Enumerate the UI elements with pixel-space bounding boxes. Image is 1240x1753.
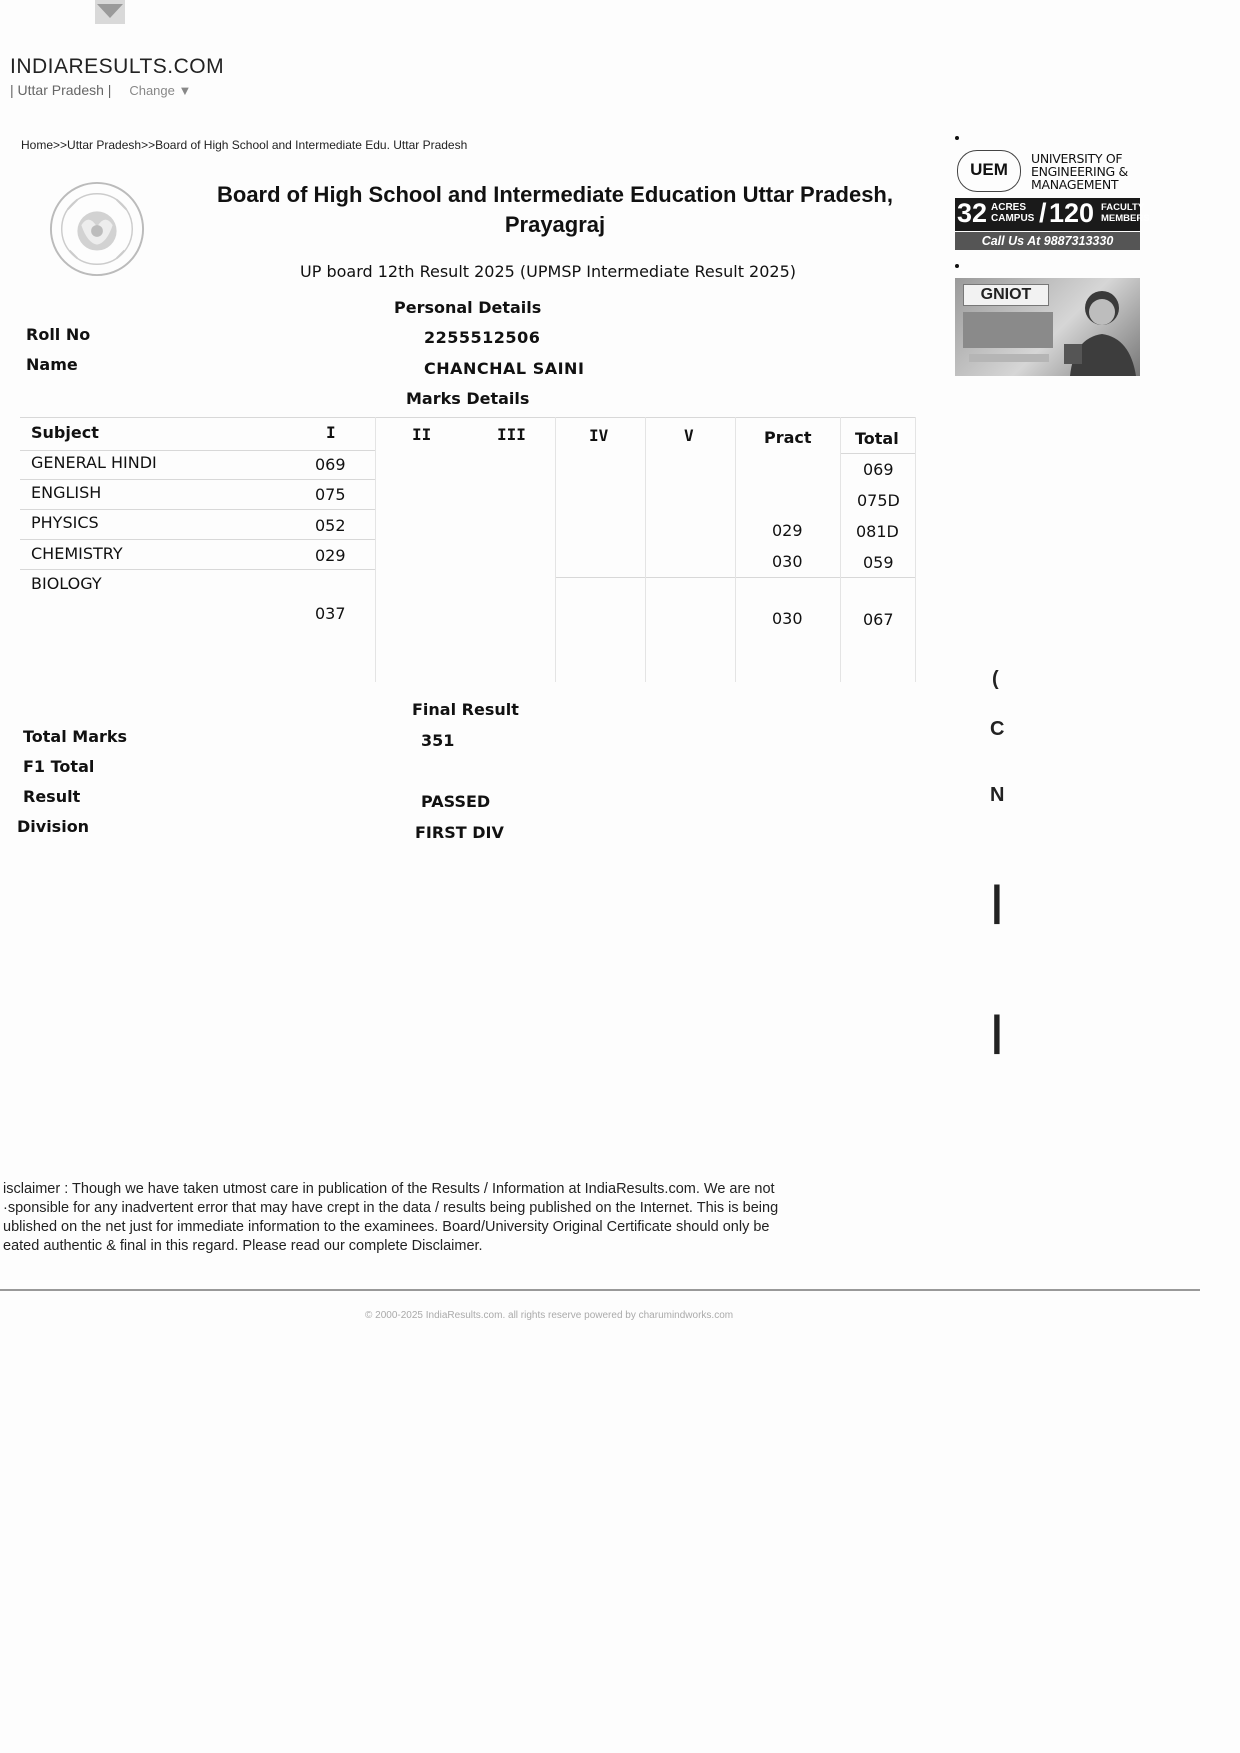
edge-glyph: N [990,784,1005,806]
footer-divider [0,1289,1200,1291]
column-header-ii: II [412,425,432,444]
roll-no-value: 2255512506 [424,328,541,347]
table-border [20,417,915,418]
breadcrumb-home[interactable]: Home [21,138,54,152]
state-separator: | [107,82,112,98]
theory-marks: 052 [315,516,346,535]
marks-table [20,417,915,682]
state-prefix: | [10,82,14,98]
subject-name: PHYSICS [31,513,99,532]
total-marks-cell: 067 [863,610,894,629]
table-row-divider [840,453,915,454]
gniot-admission-strip [969,354,1049,362]
uem-ad-banner[interactable] [955,148,1150,250]
breadcrumb-separator: >> [53,138,68,152]
total-marks-value: 351 [421,731,455,750]
total-marks-cell: 059 [863,553,894,572]
f1-total-label: F1 Total [23,757,95,776]
column-header-total: Total [855,429,899,448]
result-subtitle: UP board 12th Result 2025 (UPMSP Intermediate Result 2025) [300,262,797,281]
breadcrumb-separator: >> [141,138,156,152]
edge-glyph: ( [992,668,999,690]
division-value: FIRST DIV [415,823,504,842]
disclaimer-text: isclaimer : Though we have taken utmost care in publication of the Results / Information at IndiaResults.com. We are not ·sponsible for any inadvertent error that may have crept in the data / results being published on the Internet. This is being ublished on the net just for immediate information to the examinees. Board/University Original Certificate should only be eated authentic & final in this regard. Please read our complete Disclaimer. [3,1181,779,1254]
table-row-divider [20,539,375,540]
uem-slash: / [1039,198,1047,228]
table-row-divider [20,479,375,480]
table-column-divider [915,417,916,682]
breadcrumb [21,138,467,152]
edge-glyph: | [991,877,1003,924]
uem-faculty-label [1101,202,1150,224]
practical-marks: 030 [772,552,803,571]
total-marks-label: Total Marks [23,727,128,746]
uem-faculty-label-line2: MEMBERS [1101,213,1150,224]
uem-faculty-number: 120 [1049,198,1095,228]
uem-call-strip[interactable]: Call Us At 9887313330 [955,232,1140,250]
roll-no-label: Roll No [26,325,91,344]
board-title-line1: Board of High School and Intermediate Education Uttar Pradesh, [217,182,893,207]
theory-marks: 069 [315,455,346,474]
theory-marks: 037 [315,604,346,623]
board-seal-icon [48,180,146,278]
uem-stats-banner [955,198,1150,231]
personal-details-heading: Personal Details [394,298,542,317]
state-selector [10,82,191,98]
subject-name: BIOLOGY [31,574,102,593]
division-label: Division [17,817,90,836]
board-title-line2: Prayagraj [504,212,606,237]
uem-acres-number: 32 [957,198,988,228]
uem-name-line2: ENGINEERING & [1031,164,1128,179]
practical-marks: 029 [772,521,803,540]
column-header-i: I [326,423,336,442]
board-title [180,180,930,240]
table-row-divider [20,509,375,510]
uem-faculty-label-line1: FACULTY [1101,202,1145,213]
uem-acres-label-line2: CAMPUS [991,213,1035,224]
total-marks-cell: 069 [863,460,894,479]
total-marks-cell: 081D [856,522,899,541]
name-label: Name [26,355,78,374]
breadcrumb-state[interactable]: Uttar Pradesh [67,138,142,152]
change-state-link[interactable]: Change ▼ [129,83,192,98]
edge-glyph: | [991,1007,1003,1054]
column-header-iii: III [497,425,526,444]
breadcrumb-board[interactable]: Board of High School and Intermediate Edu. Uttar Pradesh [155,138,468,152]
state-name: Uttar Pradesh [17,82,104,98]
subject-name: CHEMISTRY [31,544,123,563]
uem-name-line3: MANAGEMENT [1031,177,1119,192]
column-header-iv: IV [589,426,609,445]
practical-marks: 030 [772,609,803,628]
marks-details-heading: Marks Details [406,389,530,408]
table-column-divider [645,417,646,682]
total-marks-cell: 075D [857,491,900,510]
ad-bullet [955,264,959,268]
column-header-pract: Pract [764,428,812,447]
gniot-tagline-block [963,312,1053,348]
final-result-heading: Final Result [412,700,519,719]
uem-name [1031,152,1128,191]
theory-marks: 075 [315,485,346,504]
name-value: CHANCHAL SAINI [424,359,585,378]
site-logo[interactable]: INDIARESULTS.COM [10,55,225,78]
subject-name: GENERAL HINDI [31,453,157,472]
table-row-divider [20,569,375,570]
gniot-logo: GNIOT [963,284,1049,306]
result-label: Result [23,787,81,806]
gniot-student-photo-icon [1060,282,1140,376]
subject-name: ENGLISH [31,483,102,502]
ad-bullet [955,136,959,140]
theory-marks: 029 [315,546,346,565]
table-column-divider [375,417,376,682]
uem-logo: UEM [957,150,1021,192]
table-row-divider [20,450,375,451]
table-column-divider [555,417,556,682]
uem-name-line1: UNIVERSITY OF [1031,151,1123,166]
column-header-v: V [684,426,694,445]
uem-acres-label-line1: ACRES [991,202,1027,213]
result-value: PASSED [421,792,491,811]
edge-glyph: C [990,718,1005,740]
table-column-divider [840,417,841,682]
uem-acres-label [991,202,1034,224]
table-column-divider [735,417,736,682]
gniot-ad-banner[interactable] [955,278,1140,376]
column-header-subject: Subject [31,423,99,442]
copyright-text: © 2000-2025 IndiaResults.com. all rights reserve powered by charumindworks.com [365,1310,734,1321]
site-logo-mark [95,0,125,24]
